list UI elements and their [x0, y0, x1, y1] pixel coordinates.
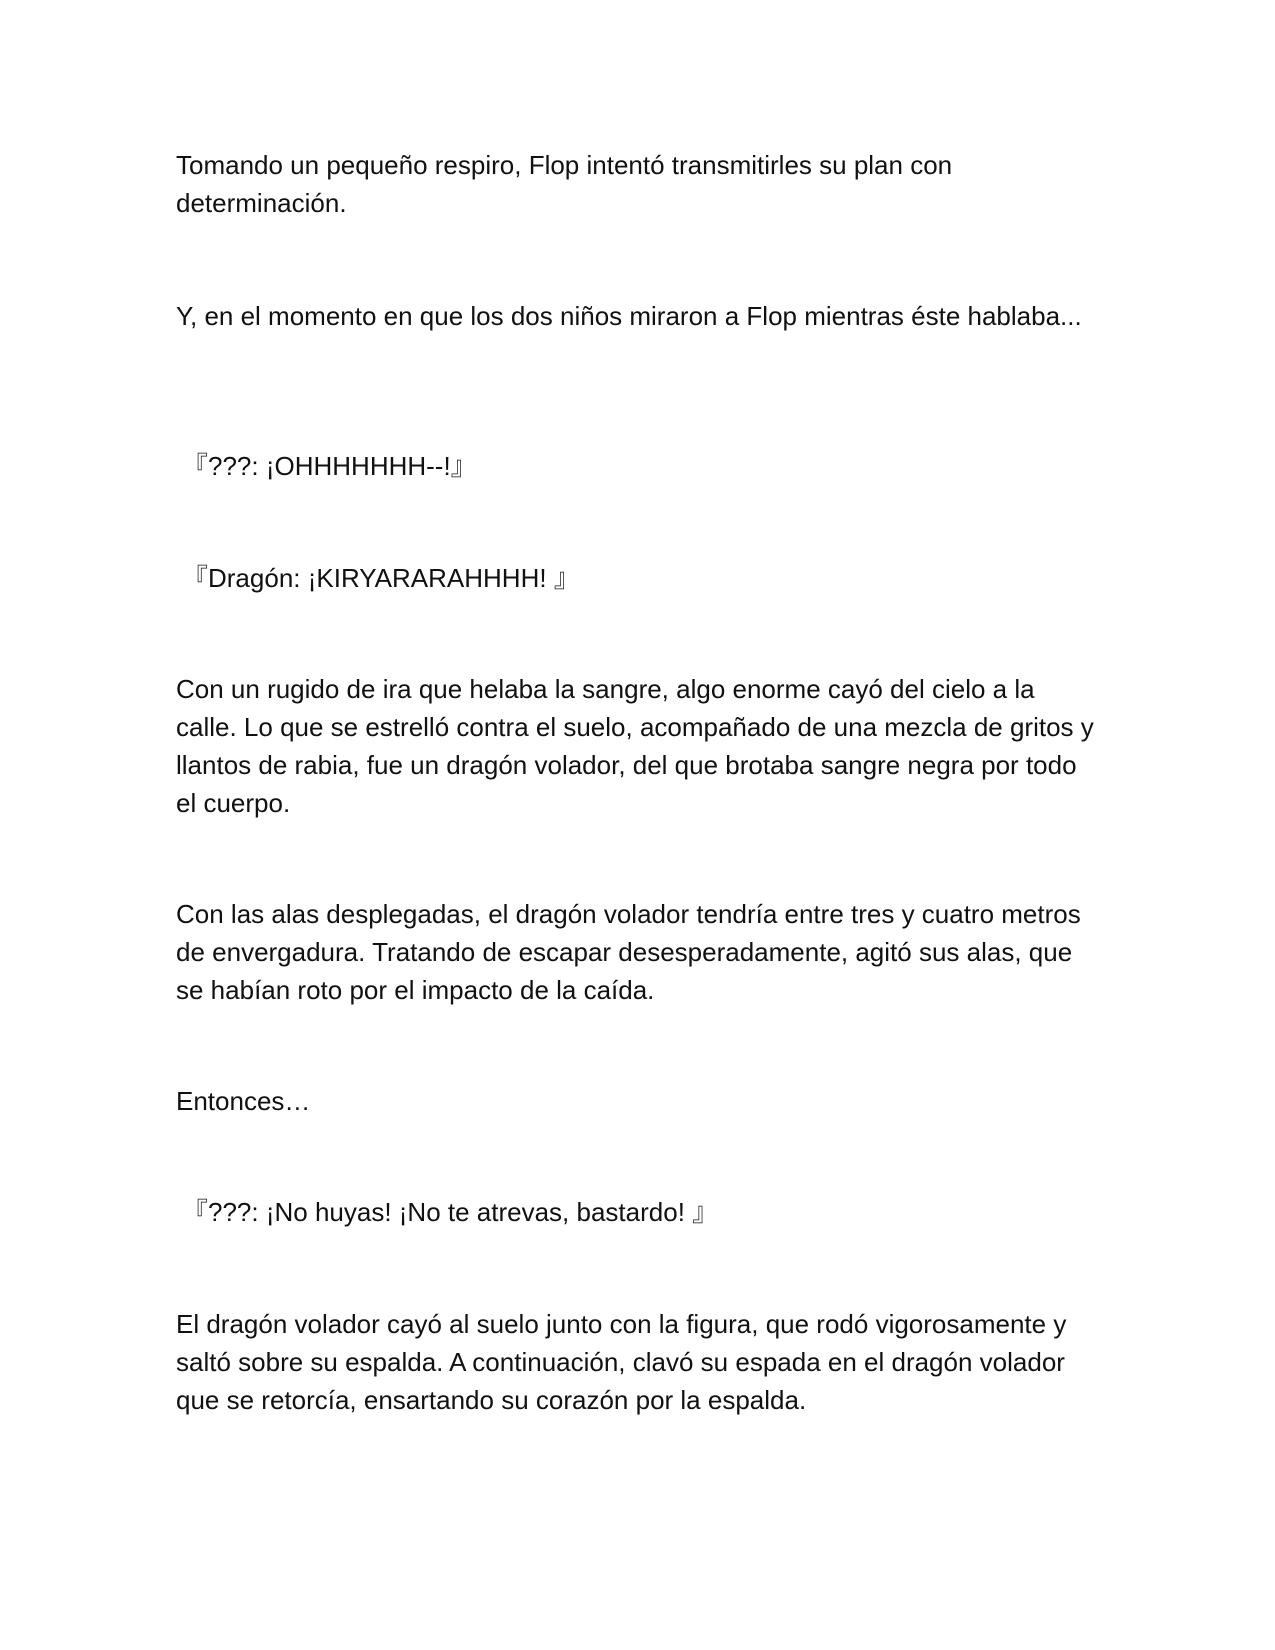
paragraph-4: Con las alas desplegadas, el dragón volador tendría entre tres y cuatro metros de envergadura. Tratando de escapar desesperadamente, agitó sus alas, que se habían roto por el impacto de la caída.: [176, 899, 1081, 1005]
paragraph-3: Con un rugido de ira que helaba la sangre, algo enorme cayó del cielo a la calle. Lo que se estrelló contra el suelo, acompañado de una mezcla de gritos y llantos de rabia, fue un dragón volador, del que brotaba sangre negra por todo el cuerpo.: [176, 674, 1094, 818]
paragraph-6: El dragón volador cayó al suelo junto con la figura, que rodó vigorosamente y saltó sobre su espalda. A continuación, clavó su espada en el dragón volador que se retorcía, ensartando su corazón por la espalda.: [176, 1309, 1067, 1415]
paragraph-2: Y, en el momento en que los dos niños miraron a Flop mientras éste hablaba...: [176, 301, 1082, 331]
dialogue-line-3: 『???: ¡No huyas! ¡No te atrevas, bastardo! 』: [182, 1197, 719, 1227]
paragraph-1: Tomando un pequeño respiro, Flop intentó transmitirles su plan con determinación.: [176, 150, 953, 218]
dialogue-line-1: 『???: ¡OHHHHHHH--!』: [182, 451, 477, 481]
dialogue-line-2: 『Dragón: ¡KIRYARARAHHHH! 』: [182, 563, 580, 593]
paragraph-5: Entonces…: [176, 1086, 311, 1116]
